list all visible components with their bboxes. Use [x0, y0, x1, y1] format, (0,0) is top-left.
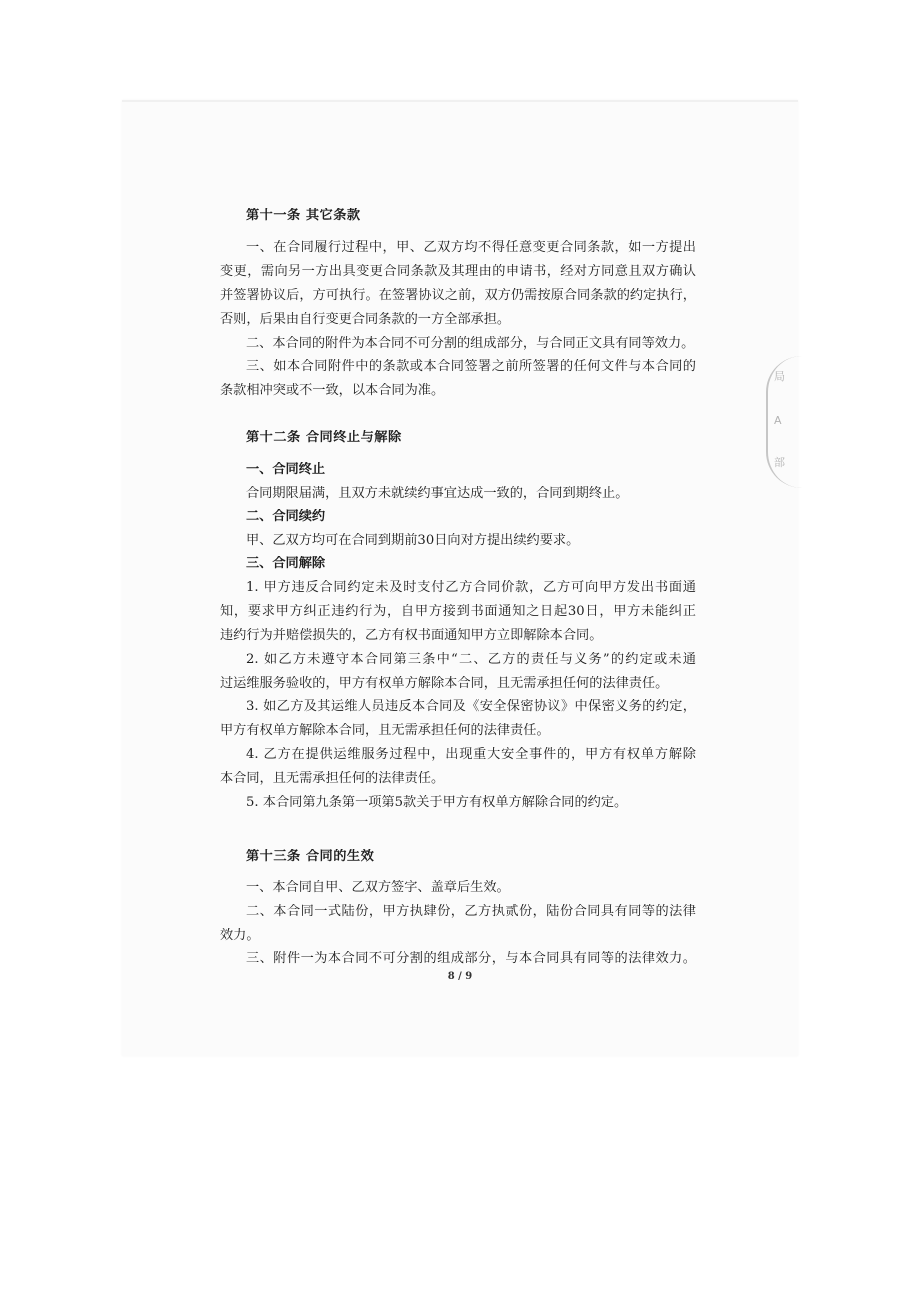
article-12-rescission-item-1: 知，要求甲方纠正违约行为，自甲方接到书面通知之日起30日，甲方未能纠正 — [220, 604, 696, 619]
article-13-clause-3: 三、附件一为本合同不可分割的组成部分，与本合同具有同等的法律效力。 — [246, 951, 696, 966]
article-13-clause-2: 效力。 — [220, 928, 260, 943]
article-11-clause-3: 条款相冲突或不一致，以本合同为准。 — [220, 383, 445, 398]
page-number: 8 / 9 — [447, 971, 473, 982]
article-11-clause-1: 变更，需向另一方出具变更合同条款及其理由的申请书，经对方同意且双方确认 — [220, 264, 696, 279]
article-12-rescission-item-4: 本合同，且无需承担任何的法律责任。 — [220, 771, 445, 786]
article-13-heading: 第十三条 合同的生效 — [246, 849, 375, 864]
article-12-rescission-item-3: 3. 如乙方及其运维人员违反本合同及《安全保密协议》中保密义务的约定， — [246, 699, 696, 714]
article-12-renewal-text: 甲、乙双方均可在合同到期前30日向对方提出续约要求。 — [246, 533, 580, 548]
article-12-rescission-item-4: 4. 乙方在提供运维服务过程中，出现重大安全事件的，甲方有权单方解除 — [246, 747, 696, 762]
stamp-glyph: A — [774, 414, 782, 427]
article-12-rescission-item-2: 过运维服务验收的，甲方有权单方解除本合同，且无需承担任何的法律责任。 — [220, 676, 669, 691]
article-11-clause-1: 否则，后果由自行变更合同条款的一方全部承担。 — [220, 312, 511, 327]
article-12-subheading-renewal: 二、合同续约 — [246, 509, 326, 524]
article-12-rescission-item-1: 1. 甲方违反合同约定未及时支付乙方合同价款，乙方可向甲方发出书面通 — [246, 580, 696, 595]
article-12-subheading-rescission: 三、合同解除 — [246, 556, 326, 571]
article-12-heading: 第十二条 合同终止与解除 — [246, 430, 402, 445]
article-12-subheading-termination: 一、合同终止 — [246, 462, 326, 477]
article-13-clause-1: 一、本合同自甲、乙双方签字、盖章后生效。 — [246, 880, 510, 895]
article-12-rescission-item-1: 违约行为并赔偿损失的，乙方有权书面通知甲方立即解除本合同。 — [220, 628, 603, 643]
article-11-clause-3: 三、如本合同附件中的条款或本合同签署之前所签署的任何文件与本合同的 — [246, 359, 696, 374]
article-12-rescission-item-2: 2. 如乙方未遵守本合同第三条中“二、乙方的责任与义务”的约定或未通 — [246, 652, 696, 667]
article-12-termination-text: 合同期限届满，且双方未就续约事宜达成一致的，合同到期终止。 — [246, 486, 629, 501]
article-11-clause-2: 二、本合同的附件为本合同不可分割的组成部分，与合同正文具有同等效力。 — [246, 336, 695, 351]
article-13-clause-2: 二、本合同一式陆份，甲方执肆份，乙方执贰份，陆份合同具有同等的法律 — [246, 904, 696, 919]
seal-stamp-fragment — [766, 356, 808, 488]
article-12-rescission-item-3: 甲方有权单方解除本合同，且无需承担任何的法律责任。 — [220, 723, 550, 738]
article-11-clause-1: 一、在合同履行过程中，甲、乙双方均不得任意变更合同条款，如一方提出 — [246, 240, 696, 255]
stamp-glyph: 局 — [774, 370, 785, 383]
article-11-clause-1: 并签署协议后，方可执行。在签署协议之前，双方仍需按原合同条款的约定执行， — [220, 288, 696, 303]
article-12-rescission-item-5: 5. 本合同第九条第一项第5款关于甲方有权单方解除合同的约定。 — [246, 795, 628, 810]
article-11-heading: 第十一条 其它条款 — [246, 208, 361, 223]
stamp-glyph: 部 — [774, 456, 785, 469]
